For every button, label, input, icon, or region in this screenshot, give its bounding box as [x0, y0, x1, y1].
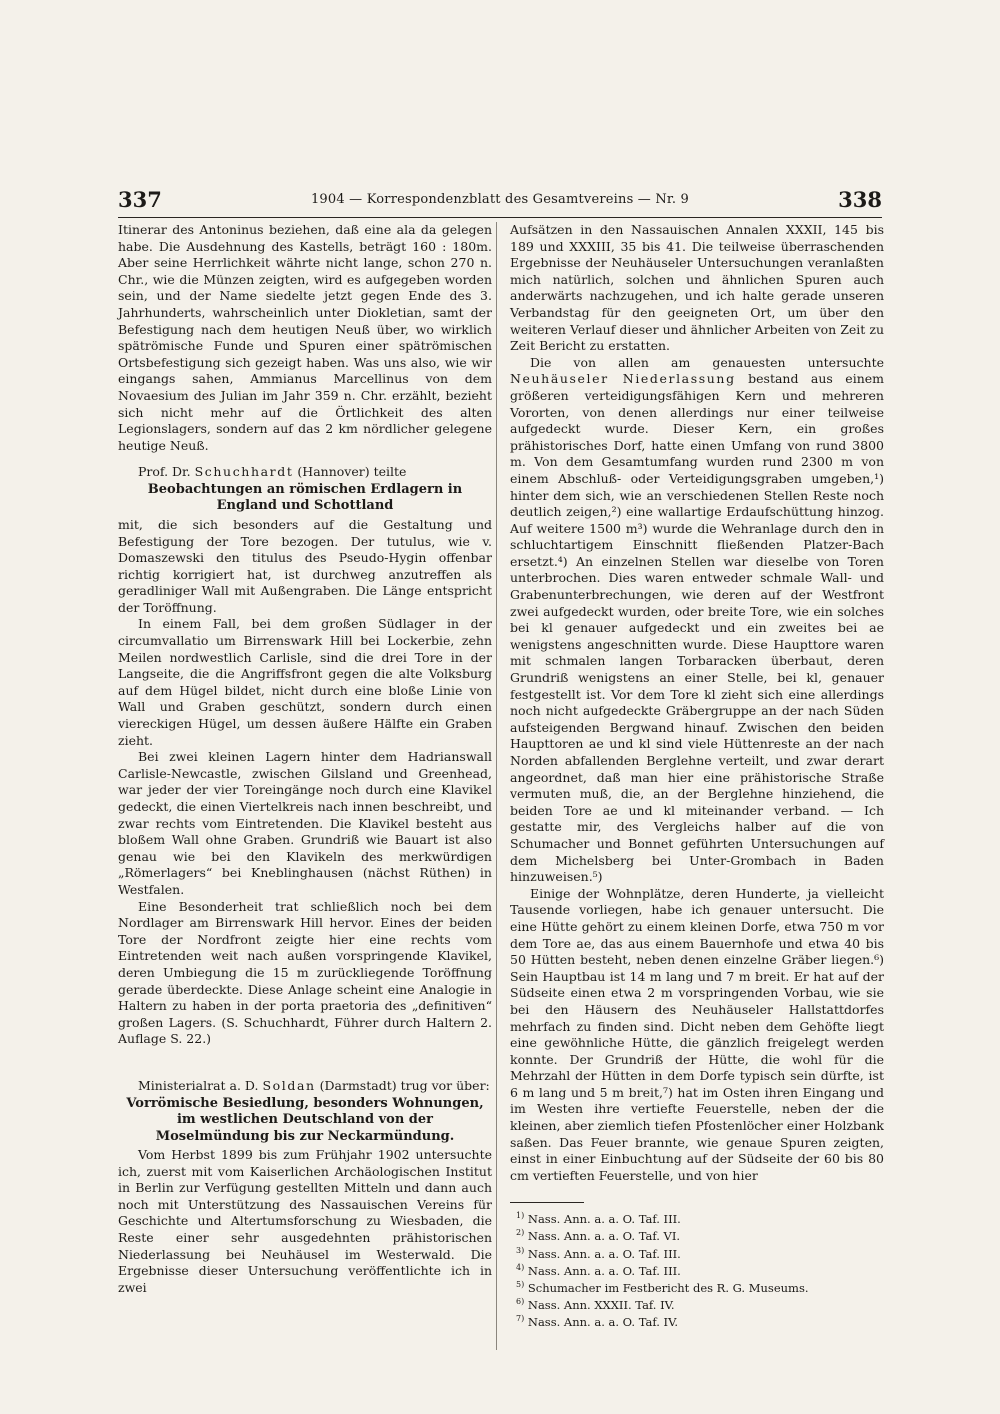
- speaker-name: Schuchhardt: [194, 464, 294, 480]
- footnote: $^{1)}$ Nass. Ann. a. a. O. Taf. III.: [516, 1211, 681, 1227]
- left-column: [118, 222, 492, 1296]
- footnote: $^{7)}$ Nass. Ann. a. a. O. Taf. IV.: [516, 1313, 679, 1329]
- footnotes: [510, 1209, 884, 1328]
- paragraph: Vom Herbst 1899 bis zum Frühjahr 1902 untersuchte ich, zuerst mit vom Kaiserlichen Archäologischen Institut in Berlin zur Verfügung gestellten Mitteln und dann auch noch mit Unterstützung des Nassauischen Vereins für Geschichte und Altertumsforschung zu Wiesbaden, die Reste einer sehr ausgedehnten prähistorischen Niederlassung bei Neuhäusel im Westerwald. Die Ergebnisse dieser Untersuchung veröffentlichte ich in zwei: [118, 1147, 492, 1295]
- speaker-suffix: (Darmstadt) trug vor über:: [315, 1077, 490, 1093]
- speaker-title: Ministerialrat a. D.: [138, 1077, 263, 1093]
- paragraph: Eine Besonderheit trat schließlich noch bei dem Nordlager am Birrenswark Hill hervor. Eines der beiden Tore der Nordfront zeigte hier eine rechts vom Eintretenden weit nach außen vorspringende Klavikel, deren Umbiegung die 15 m zurückliegende Toröffnung gerade überdeckte. Diese Anlage scheint eine Analogie in Haltern zu haben in der porta praetoria des „definitiven“ großen Lagers. (S. Schuchhardt, Führer durch Haltern 2. Auflage S. 22.): [118, 898, 492, 1047]
- paragraph-body: bestand aus einem größeren verteidigungsfähigen Kern und mehreren Vororten, von denen allerdings nur einer teilweise aufgedeckt wurde. Dieser Kern, ein großes prähistorisches Dorf, hatte einen Umfang von rund 3800 m. Von dem Gesamtumfang wurden rund 2300 m von einem Abschluß- oder Verteidigungsgraben umgeben,¹) hinter dem sich, wie an verschiedenen Stellen Reste noch deutlich zeigen,²) eine wallartige Erdaufschüttung hinzog. Auf weitere 1500 m³) wurde die Wehranlage durch den in schluchtartigem Einschnitt fließenden Platzer-Bach ersetzt.⁴) An einzelnen Stellen war dieselbe von Toren unterbrochen. Dies waren entweder schmale Wall- und Grabenunterbrechungen, wie deren auf der Westfront zwei aufgedeckt wurden, oder breite Tore, wie ein solches bei kl genauer aufgedeckt und ein zweites bei ae wenigstens angeschnitten wurde. Diese Haupttore waren mit schmalen langen Torbaracken überbaut, deren Grundriß wenigstens an einer Stelle, bei kl, genauer festgestellt ist. Vor dem Tore kl zieht sich eine allerdings noch nicht aufgedeckte Gräbergruppe an der nach Süden aufsteigenden Bergwand hinauf. Zwischen den beiden Haupttoren ae und kl sind viele Hüttenreste an der nach Norden abfallenden Berglehne verteilt, und zwar derart angeordnet, daß man hier eine prähistorische Straße vermuten muß, die, an der Berglehne hinziehend, die beiden Tore ae und kl miteinander verband. — Ich gestatte mir, des Vergleichs halber auf die von Schumacher und Bonnet geführten Untersuchungen auf dem Michelsberg bei Unter-Grombach in Baden hinzuweisen.⁵): [510, 371, 884, 885]
- section-gap: [118, 1048, 492, 1078]
- page-header: [118, 188, 882, 214]
- speaker-suffix: (Hannover) teilte: [293, 464, 407, 480]
- section-title: Vorrömische Besiedlung, besonders Wohnungen, im westlichen Deutschland von der Moselmündung bis zur Neckarmündung.: [126, 1095, 484, 1144]
- paragraph: mit, die sich besonders auf die Gestaltung und Befestigung der Tore bezogen. Der tutulus, wie v. Domaszewski den titulus des Pseudo-Hygin offenbar richtig korrigiert hat, ist durchweg anzutreffen als geradliniger Wall mit Außengraben. Die Länge entspricht der Toröffnung.: [118, 516, 492, 615]
- speaker-intro: [118, 1078, 492, 1095]
- footnote: $^{5)}$ Schumacher im Festbericht des R. G. Museums.: [516, 1279, 809, 1295]
- footnote: $^{3)}$ Nass. Ann. a. a. O. Taf. III.: [516, 1245, 681, 1261]
- left-page-number: 337: [118, 187, 162, 212]
- footnote: $^{4)}$ Nass. Ann. a. a. O. Taf. III.: [516, 1262, 681, 1278]
- paragraph: Itinerar des Antoninus beziehen, daß eine ala da gelegen habe. Die Ausdehnung des Kastells, beträgt 160 : 180m. Aber seine Herrlichkeit währte nicht lange, schon 270 n. Chr., wie die Münzen zeigten, wird es aufgegeben worden sein, und der Name siedelte jetzt gegen Ende des 3. Jahrhunderts, wahrscheinlich unter Diokletian, samt der Befestigung nach dem heutigen Neuß über, wo wirklich spätrömische Funde und Spuren einer spätrömischen Ortsbefestigung sich gezeigt haben. Was uns also, wie wir eingangs sahen, Ammianus Marcellinus von dem Novaesium des Julian im Jahr 359 n. Chr. erzählt, bezieht sich nicht mehr auf die Örtlichkeit des alten Legionslagers, sondern auf das 2 km nördlicher gelegene heutige Neuß.: [118, 222, 492, 453]
- header-rule: [118, 217, 882, 218]
- footnote: $^{6)}$ Nass. Ann. XXXII. Taf. IV.: [516, 1296, 675, 1312]
- speaker-title: Prof. Dr.: [138, 464, 195, 480]
- speaker-name: Soldan: [262, 1077, 316, 1093]
- paragraph-lead: Die von allen am genauesten untersuchte: [530, 354, 884, 370]
- section-title: Beobachtungen an römischen Erdlagern in England und Schottland: [147, 481, 463, 514]
- paragraph: [510, 355, 884, 886]
- paragraph: Aufsätzen in den Nassauischen Annalen XXXII, 145 bis 189 und XXXIII, 35 bis 41. Die teilweise überraschenden Ergebnisse der Neuhäuseler Untersuchungen veranlaßten mich natürlich, solchen und ähnlichen Spuren auch anderwärts nachzugehen, und ich halte gerade unseren Verbandstag für den geeigneten Ort, um über den weiteren Verlauf dieser und ähnlicher Arbeiten von Zeit zu Zeit Bericht zu erstatten.: [510, 222, 884, 354]
- paragraph: Einige der Wohnplätze, deren Hunderte, ja vielleicht Tausende vorliegen, habe ich genauer untersucht. Die eine Hütte gehört zu einem kleinen Dorfe, etwa 750 m vor dem Tore ae, das aus einem Bauernhofe und etwa 40 bis 50 Hütten besteht, neben denen einzelne Gräber liegen.⁶) Sein Hauptbau ist 14 m lang und 7 m breit. Er hat auf der Südseite einen etwa 2 m vorspringenden Vorbau, wie sie bei den Häusern des Neuhäuseler Hallstattdorfes mehrfach zu finden sind. Dicht neben dem Gehöfte liegt eine gewöhnliche Hütte, die gänzlich freigelegt werden konnte. Der Grundriß der Hütte, die wohl für die Mehrzahl der Hütten in dem Dorfe typisch sein dürfte, ist 6 m lang und 5 m breit,⁷) hat im Osten ihren Eingang und im Westen ihre vertiefte Feuerstelle, neben der die kleinen, aber ziemlich tiefen Pfostenlöcher einer Holzbank saßen. Das Feuer brannte, wie genaue Spuren zeigten, einst in einer Einbuchtung auf der Südseite der 60 bis 80 cm vertieften Feuerstelle, und von hier: [510, 885, 884, 1183]
- right-page-number: 338: [838, 187, 882, 212]
- speaker-intro: [118, 464, 492, 481]
- column-divider: [496, 222, 497, 1350]
- footnote-rule: [510, 1202, 584, 1203]
- paragraph: In einem Fall, bei dem großen Südlager in der circumvallatio um Birrenswark Hill bei Lockerbie, zehn Meilen nordwestlich Carlisle, sind die drei Tore in der Langseite, die die Angriffsfront gegen die alte Volksburg auf dem Hügel bildet, nicht durch eine bloße Linie von Wall und Graben geschützt, sondern durch einen viereckigen Hügel, um dessen äußere Hälfte ein Graben zieht.: [118, 616, 492, 748]
- right-column: [510, 222, 884, 1329]
- running-title: 1904 — Korrespondenzblatt des Gesamtvereins — Nr. 9: [310, 192, 690, 207]
- footnote: $^{2)}$ Nass. Ann. a. a. O. Taf. VI.: [516, 1228, 681, 1244]
- paragraph: Bei zwei kleinen Lagern hinter dem Hadrianswall Carlisle-Newcastle, zwischen Gilsland und Greenhead, war jeder der vier Toreingänge noch durch eine Klavikel gedeckt, die einen Viertelkreis nach innen beschreibt, und zwar rechts vom Eintretenden. Die Klavikel besteht aus bloßem Wall ohne Graben. Grundriß wie Bauart ist also genau wie bei den Klavikeln des merkwürdigen „Römerlagers“ bei Kneblinghausen (nächst Rüthen) in Westfalen.: [118, 749, 492, 897]
- emphasized-term: Neuhäuseler Niederlassung: [510, 371, 736, 387]
